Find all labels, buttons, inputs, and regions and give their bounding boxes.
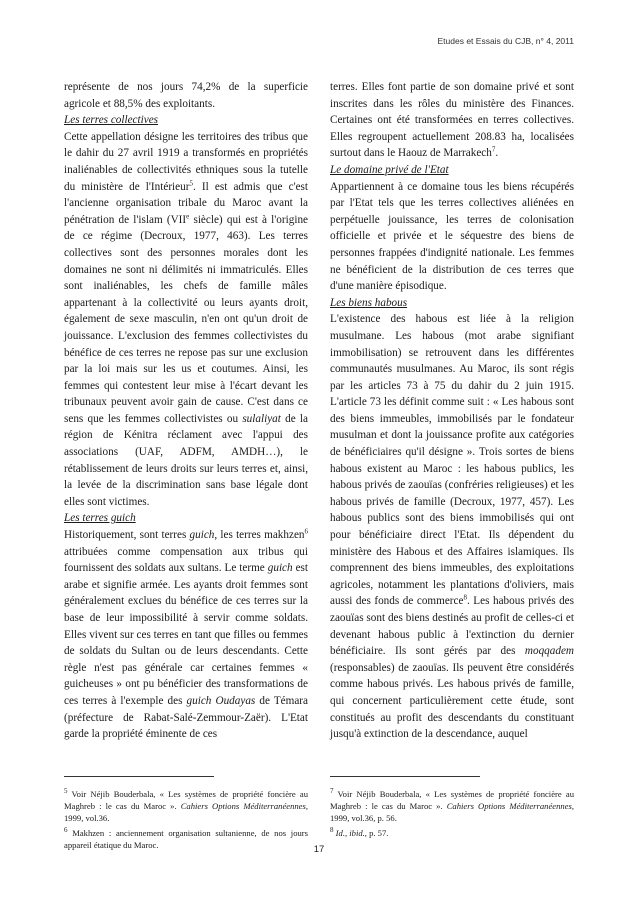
paragraph: terres. Elles font partie de son domaine privé et sont inscrites dans les rôles du ministère des Finances. Certaines ont été transformées en terres collectives. Elles regroupent actuellement 208.83 ha, localisées surtout dans le Haouz de Marrakech$^7$. — [330, 81, 574, 160]
section-heading: Les terres guich — [64, 512, 136, 525]
paragraph: Cette appellation désigne les territoires des tribus que le dahir du 27 avril 1919 a transformés en propriétés inaliénables de collectivités ethniques sous la tutelle du ministère de l'Intérieur$^5$. Il est admis que c'est l'ancienne organisation tribale du Maroc avant la pénétration de l'islam (VIIe siècle) qui est à l'origine de ce régime (Decroux, 1977, 463). Les terres collectives sont des personnes morales dont les domaines ne sont ni délimités ni immatriculés. Elles sont inaliénables, les chefs de famille mâles appartenant à la collectivité ou leurs ayants droit, également de sexe masculin, n'en ont qu'un droit de jouissance. L'exclusion des femmes collectivistes du bénéfice de ces terres ne repose pas sur une exclusion par la loi mais sur les us et coutumes. Ainsi, les femmes qui contestent leur mise à l'écart devant les tribunaux peuvent avoir gain de cause. C'est dans ce sens que les femmes collectivistes ou sulaliyat de la région de Kénitra réclament avec l'appui des associations (UAF, ADFM, AMDH…), le rétablissement de leurs droits sur leurs terres et, ainsi, la levée de la discrimination sans base légale dont elles sont victimes. — [64, 130, 309, 508]
paragraph: Historiquement, sont terres guich, les terres makhzen$^6$ attribuées comme compensation aux tribus qui fournissent des soldats aux sultans. Le terme guich est arabe et signifie armée. Les ayants droit femmes sont généralement exclues du bénéfice de ces terres sur la base de leur impossibilité à servir comme soldats. Elles vivent sur ces terres en tant que filles ou femmes de soldats du Sultan ou de leurs descendants. Cette règle n'est pas générale car certaines femmes « guicheuses » ont pu bénéficier des transformations de ces terres à l'exemple des guich Oudayas de Témara (préfecture de Rabat-Salé-Zemmour-Zaër). L'Etat garde la propriété éminente de ces — [64, 527, 309, 741]
paragraph: Appartiennent à ce domaine tous les biens récupérés par l'Etat tels que les terres collectives aliénées en perpétuelle jouissance, les terres de colonisation officielle et privée et le séquestre des biens de personnes frappées d'indignité nationale. Les femmes ne bénéficient de la distribution de ces terres que d'une manière épisodique. — [330, 180, 574, 293]
footnote-divider — [64, 776, 214, 777]
footnote-ref[interactable]: 8 — [463, 593, 467, 602]
footnotes-right — [330, 788, 574, 841]
footnote: $^5$ Voir Néjib Bouderbala, « Les systèmes de propriété foncière au Maghreb : le cas du Maroc ». Cahiers Options Méditerranéennes, 1999, vol.36. — [64, 787, 308, 824]
section-heading: Les biens habous — [330, 296, 408, 309]
left-column — [64, 79, 308, 743]
running-header: Etudes et Essais du CJB, n° 4, 2011 — [437, 36, 574, 46]
page-number: 17 — [313, 844, 325, 855]
footnote-ref[interactable]: 7 — [491, 145, 496, 154]
section-heading: Les terres collectives — [64, 114, 159, 127]
section-heading: Le domaine privé de l'Etat — [330, 163, 449, 176]
footnote: $^6$ Makhzen : anciennement organisation sultanienne, de nos jours appareil étatique du Maroc. — [64, 825, 308, 850]
footnote: $^8$ Id., ibid., p. 57. — [330, 825, 389, 838]
footnote-ref[interactable]: 5 — [189, 178, 193, 187]
paragraph: L'existence des habous est liée à la religion musulmane. Les habous (mot arabe signifiant immobilisation) se retrouvent dans les différentes communautés musulmanes. Au Maroc, ils sont régis par les articles 73 à 75 du dahir du 2 juin 1915. L'article 73 les définit comme suit : « Les habous sont des biens immeubles, immobilisés par le fondateur musulman et dont la jouissance profite aux catégories de bénéficiaires qu'il désigne ». Trois sortes de biens habous existent au Maroc : les habous publics, les habous privés de zaouïas (confréries religieuses) et les habous privés de famille (Decroux, 1977, 457). Les habous publics sont des biens immobilisés qui ont pour bénéficiaire direct l'Etat. Ils dépendent du ministère des Habous et des Affaires islamiques. Ils comprennent des biens immeubles, des exploitations agricoles, notamment les plantations d'oliviers, mais aussi des fonds de commerce$^8$. Les habous privés des zaouïas sont des biens destinés au profit de celles-ci et devenant habous public à l'extinction du dernier bénéficiaire. Ils sont gérés par des moqqadem (responsables) de zaouïas. Ils peuvent être considérés comme habous privés. Les habous privés de famille, qui concernent particulièrement cette étude, sont constitués au profit des descendants du constituant jusqu'à extinction de la descendance, auquel — [330, 313, 574, 741]
footnote-divider — [330, 776, 480, 777]
footnote: $^7$ Voir Néjib Bouderbala, « Les systèmes de propriété foncière au Maghreb : le cas du Maroc ». Cahiers Options Méditerranéennes, 1999, vol.36, p. 56. — [330, 787, 574, 824]
right-column — [330, 79, 574, 743]
footnote-ref[interactable]: 6 — [304, 527, 309, 536]
paragraph: représente de nos jours 74,2% de la superficie agricole et 88,5% des exploitants. — [64, 81, 308, 110]
